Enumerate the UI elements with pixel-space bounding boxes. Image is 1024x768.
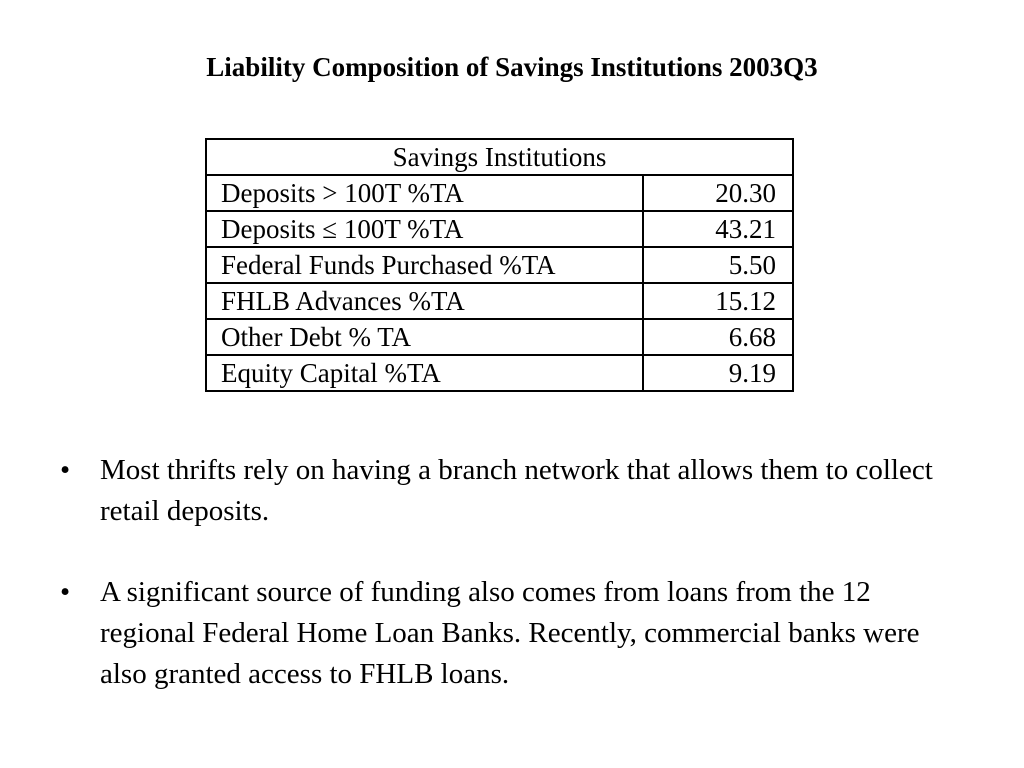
liability-table bbox=[205, 138, 794, 392]
row-value: 15.12 bbox=[643, 283, 793, 319]
row-label: FHLB Advances %TA bbox=[206, 283, 643, 319]
table-row bbox=[206, 175, 793, 211]
bullet-marker: • bbox=[60, 454, 71, 486]
row-value: 43.21 bbox=[643, 211, 793, 247]
slide-title: Liability Composition of Savings Institutions 2003Q3 bbox=[206, 52, 818, 82]
table-row bbox=[206, 319, 793, 355]
bullet-item bbox=[60, 572, 960, 695]
row-value: 20.30 bbox=[643, 175, 793, 211]
table-row bbox=[206, 283, 793, 319]
row-label: Deposits ≤ 100T %TA bbox=[206, 211, 643, 247]
table-row bbox=[206, 247, 793, 283]
row-label: Federal Funds Purchased %TA bbox=[206, 247, 643, 283]
table-row bbox=[206, 355, 793, 391]
table-row bbox=[206, 211, 793, 247]
row-value: 9.19 bbox=[643, 355, 793, 391]
row-label: Equity Capital %TA bbox=[206, 355, 643, 391]
row-value: 6.68 bbox=[643, 319, 793, 355]
bullet-list bbox=[60, 450, 960, 735]
bullet-item bbox=[60, 450, 960, 532]
bullet-text: A significant source of funding also comes from loans from the 12 regional Federal Home Loan Banks. Recently, commercial banks were also granted access to FHLB loans. bbox=[100, 576, 920, 690]
row-value: 5.50 bbox=[643, 247, 793, 283]
row-label: Deposits > 100T %TA bbox=[206, 175, 643, 211]
table-header-row bbox=[206, 139, 793, 175]
row-label: Other Debt % TA bbox=[206, 319, 643, 355]
bullet-text: Most thrifts rely on having a branch network that allows them to collect retail deposits. bbox=[100, 454, 933, 527]
bullet-marker: • bbox=[60, 576, 71, 608]
table-header: Savings Institutions bbox=[206, 139, 793, 175]
